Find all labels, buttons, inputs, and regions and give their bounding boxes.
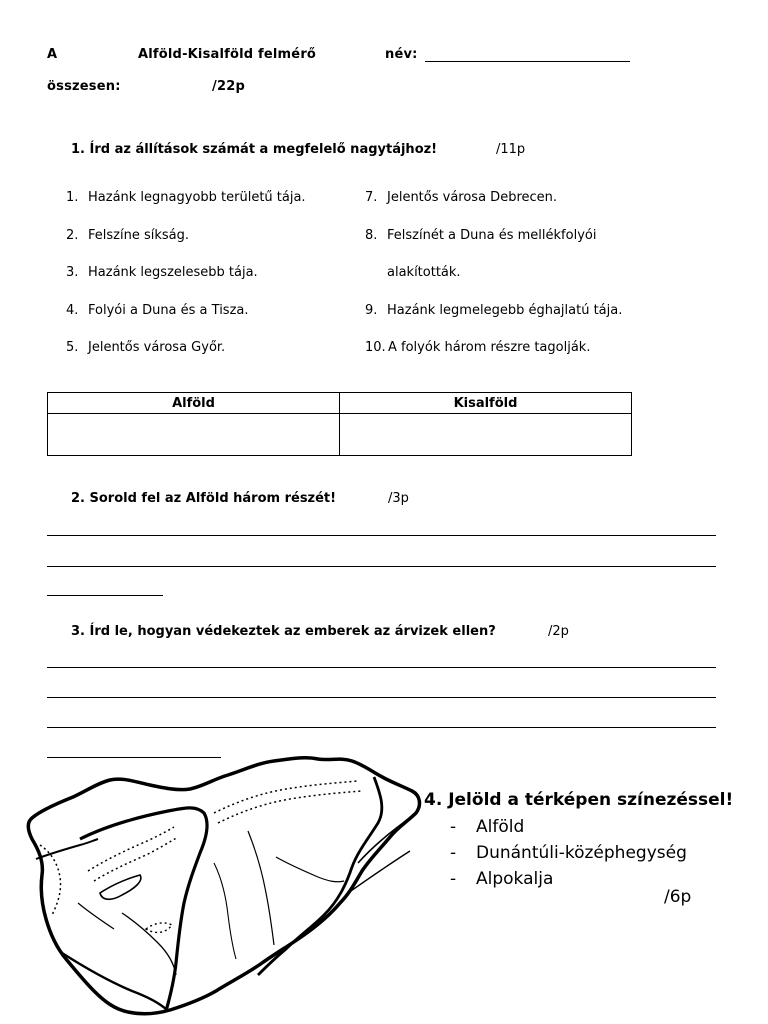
task4-list (424, 814, 733, 892)
list-item: - Alpokalja (450, 869, 554, 889)
task4-points: /6p (664, 887, 692, 907)
task3-points: /2p (548, 624, 569, 639)
task1-points: /11p (496, 142, 526, 157)
list-item: 3. Hazánk legszelesebb tája. (66, 265, 258, 280)
name-label: név: (385, 47, 418, 62)
total-points: /22p (212, 79, 245, 94)
task3-title: 3. Írd le, hogyan védekeztek az emberek az árvizek ellen? (71, 624, 496, 639)
answer-line[interactable] (47, 595, 163, 596)
task4-title: 4. Jelöld a térképen színezéssel! (424, 790, 734, 810)
task2-points: /3p (388, 491, 409, 506)
name-input-line[interactable] (425, 61, 630, 62)
hungary-outline-map-icon[interactable] (18, 753, 428, 1021)
list-item: 1. Hazánk legnagyobb területű tája. (66, 190, 306, 205)
list-item: 2. Felszíne síkság. (66, 227, 189, 243)
column-header-kisalfold: Kisalföld (340, 393, 632, 414)
task1-left-list (66, 190, 306, 378)
classification-table (47, 392, 632, 456)
test-title: Alföld-Kisalföld felmérő (138, 47, 317, 62)
answer-line[interactable] (47, 667, 716, 668)
list-item: 8. Felszínét a Duna és mellékfolyói (365, 227, 597, 243)
total-label: összesen: (47, 79, 121, 94)
answer-line[interactable] (47, 697, 716, 698)
list-item: - Alföld (450, 817, 525, 837)
list-item: - Dunántúli-középhegység (450, 843, 687, 863)
task1-title: 1. Írd az állítások számát a megfelelő nagytájhoz! (71, 142, 438, 157)
answer-line[interactable] (47, 727, 716, 728)
list-item: 10. A folyók három részre tagolják. (365, 340, 591, 355)
answer-cell-alfold[interactable] (48, 414, 340, 456)
list-item: 9. Hazánk legmelegebb éghajlatú tája. (365, 302, 623, 318)
column-header-alfold: Alföld (48, 393, 340, 414)
test-variant-letter: A (47, 47, 58, 62)
task2-title: 2. Sorold fel az Alföld három részét! (71, 491, 337, 506)
answer-cell-kisalfold[interactable] (340, 414, 632, 456)
list-item: 4. Folyói a Duna és a Tisza. (66, 302, 249, 318)
answer-line[interactable] (47, 566, 716, 567)
list-item: 5. Jelentős városa Győr. (66, 340, 226, 355)
task4-block (424, 786, 733, 892)
task1-right-list (365, 190, 622, 378)
list-item: 7. Jelentős városa Debrecen. (365, 190, 558, 205)
answer-line[interactable] (47, 535, 716, 536)
list-item: alakították. (387, 265, 461, 280)
